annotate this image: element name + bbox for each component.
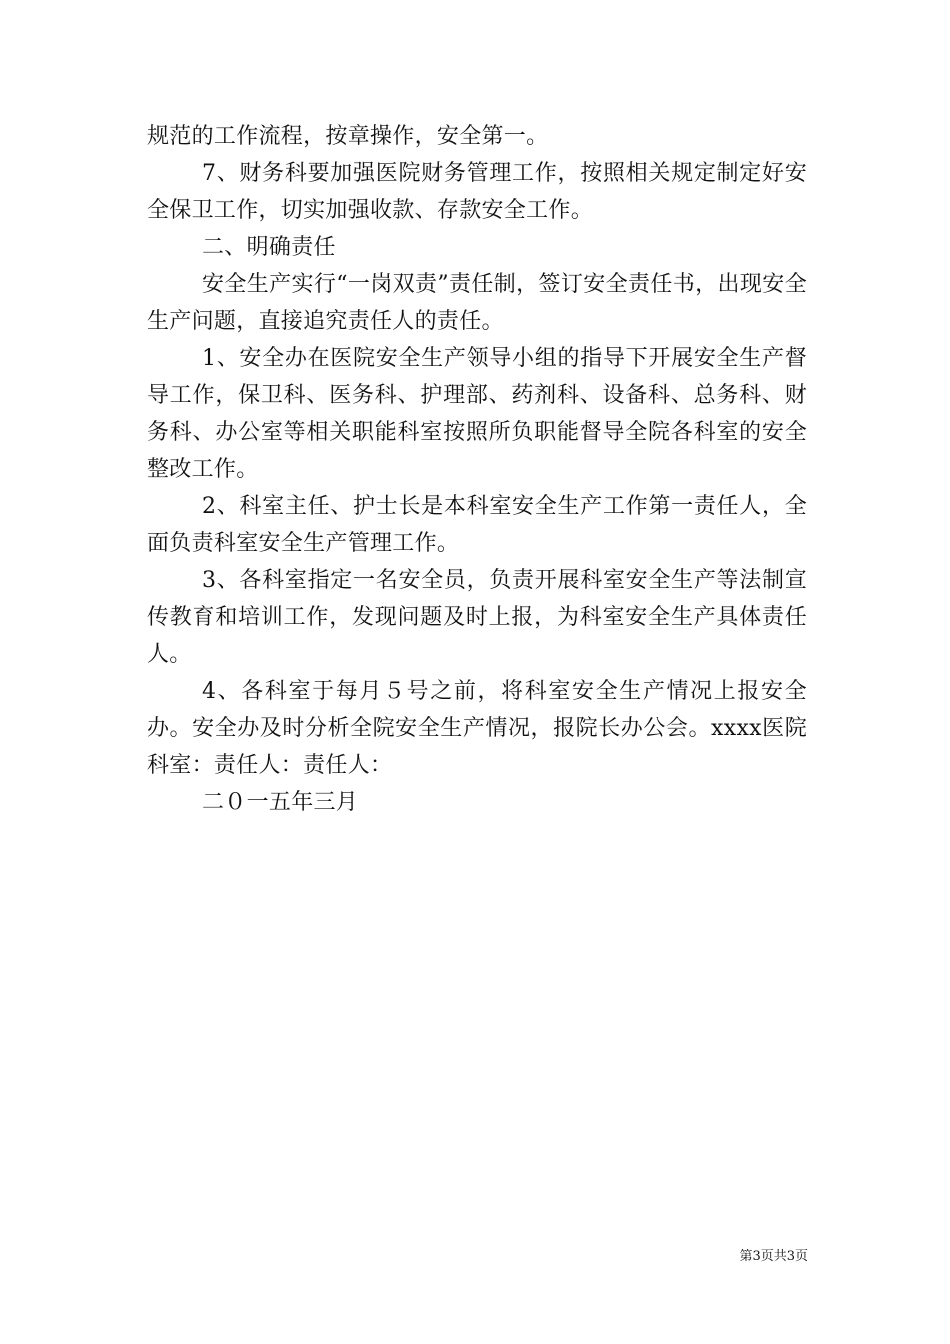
paragraph-1: 规范的工作流程，按章操作，安全第一。 (147, 124, 549, 149)
section-heading: 二、明确责任 (202, 235, 336, 260)
paragraph-3: 安全生产实行“一岗双责”责任制，签订安全责任书，出现安全生产问题，直接追究责任人的责任。 (147, 272, 807, 334)
paragraph-6: 3、各科室指定一名安全员，负责开展科室安全生产等法制宣传教育和培训工作，发现问题及时上报，为科室安全生产具体责任人。 (147, 568, 807, 667)
date-line: 二０一五年三月 (202, 790, 359, 815)
paragraph-2: 7、财务科要加强医院财务管理工作，按照相关规定制定好安全保卫工作，切实加强收款、存款安全工作。 (147, 161, 807, 223)
paragraph-7: 4、各科室于每月５号之前，将科室安全生产情况上报安全办。安全办及时分析全院安全生产情况，报院长办公会。xxxx医院科室：责任人：责任人： (147, 679, 807, 778)
page-footer: 第3页共3页 (739, 1249, 808, 1264)
paragraph-4: 1、安全办在医院安全生产领导小组的指导下开展安全生产督导工作，保卫科、医务科、护理部、药剂科、设备科、总务科、财务科、办公室等相关职能科室按照所负职能督导全院各科室的安全整改工作。 (147, 346, 807, 482)
document-body (147, 118, 807, 821)
paragraph-5: 2、科室主任、护士长是本科室安全生产工作第一责任人，全面负责科室安全生产管理工作。 (147, 494, 807, 556)
